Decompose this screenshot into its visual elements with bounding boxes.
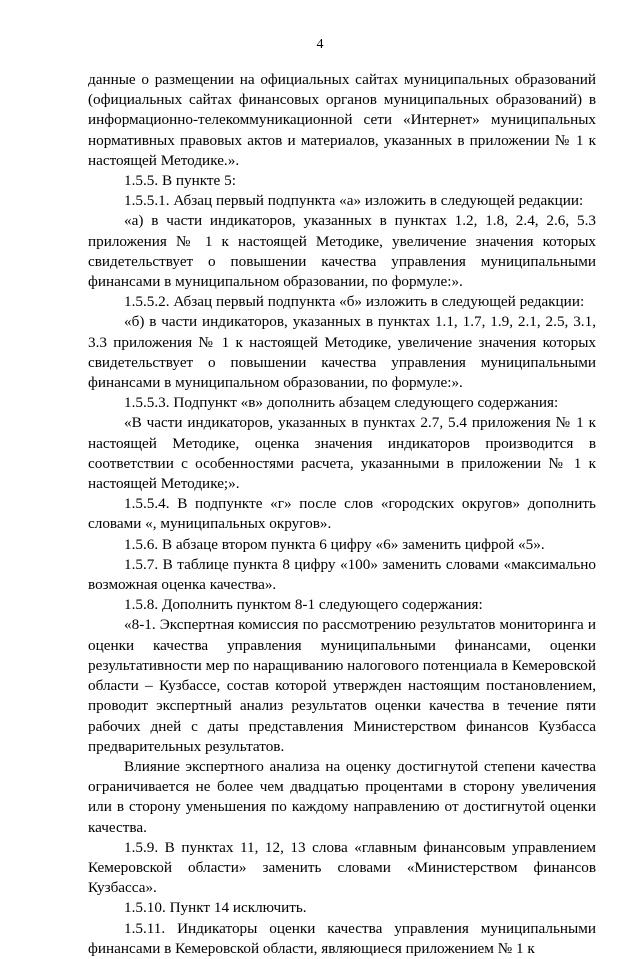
paragraph-1-5-5-3: 1.5.5.3. Подпункт «в» дополнить абзацем следующего содержания: (124, 394, 559, 412)
paragraph-1-5-11: 1.5.11. Индикаторы оценки качества управления муниципальными финансами в Кемеровской области, являющиеся приложением № 1 к (88, 919, 596, 957)
document-body (88, 70, 596, 959)
paragraph-subitem-c-addition: «В части индикаторов, указанных в пунктах 2.7, 5.4 приложения № 1 к настоящей Методике, оценка значения индикаторов производится в соответствии с особенностями расчета, указанными в приложении № 1 к настоящей Методике;». (88, 414, 596, 493)
paragraph-1-5-9: 1.5.9. В пунктах 11, 12, 13 слова «главным финансовым управлением Кемеровской области» заменить словами «Министерством финансов Кузбасса». (88, 838, 596, 897)
paragraph-expert-influence: Влияние экспертного анализа на оценку достигнутой степени качества ограничивается не более чем двадцатью процентами в сторону увеличения или в сторону уменьшения по каждому направлению от достигнутой оценки качества. (88, 757, 596, 836)
paragraph-subitem-a: «а) в части индикаторов, указанных в пунктах 1.2, 1.8, 2.4, 2.6, 5.3 приложения № 1 к настоящей Методике, увеличение значения которых свидетельствует о повышении качества управления муниципальными финансами в муниципальном образовании, по формуле:». (88, 212, 596, 291)
page-number: 4 (316, 37, 324, 52)
paragraph-1-5-8: 1.5.8. Дополнить пунктом 8-1 следующего содержания: (124, 596, 483, 614)
paragraph-8-1: «8-1. Экспертная комиссия по рассмотрению результатов мониторинга и оценки качества управления муниципальными финансами, оценки результативности мер по наращиванию налогового потенциала в Кемеровской области – Кузбассе, состав которой утвержден настоящим постановлением, проводит экспертный анализ результатов оценки качества в течение пяти рабочих дней с даты представления Министерством финансов Кузбасса предварительных результатов. (88, 616, 596, 755)
paragraph-1-5-5: 1.5.5. В пункте 5: (124, 172, 236, 190)
paragraph-1-5-10: 1.5.10. Пункт 14 исключить. (124, 899, 307, 917)
paragraph-1-5-5-1: 1.5.5.1. Абзац первый подпункта «а» изложить в следующей редакции: (124, 192, 584, 210)
paragraph-1-5-6: 1.5.6. В абзаце втором пункта 6 цифру «6» заменить цифрой «5». (124, 535, 545, 553)
paragraph-1-5-7: 1.5.7. В таблице пункта 8 цифру «100» заменить словами «максимально возможная оценка качества». (88, 555, 596, 594)
paragraph-continuation: данные о размещении на официальных сайтах муниципальных образований (официальных сайтах финансовых органов муниципальных образований) в информационно-телекоммуникационной сети «Интернет» муниципальных нормативных правовых актов и материалов, указанных в приложении № 1 к настоящей Методике.». (88, 71, 596, 169)
paragraph-1-5-5-2: 1.5.5.2. Абзац первый подпункта «б» изложить в следующей редакции: (124, 293, 585, 311)
paragraph-1-5-5-4: 1.5.5.4. В подпункте «г» после слов «городских округов» дополнить словами «, муниципальных округов». (88, 495, 596, 533)
paragraph-subitem-b: «б) в части индикаторов, указанных в пунктах 1.1, 1.7, 1.9, 2.1, 2.5, 3.1, 3.3 приложения № 1 к настоящей Методике, увеличение значения которых свидетельствует о повышении качества управления муниципальными финансами в муниципальном образовании, по формуле:». (88, 313, 596, 392)
